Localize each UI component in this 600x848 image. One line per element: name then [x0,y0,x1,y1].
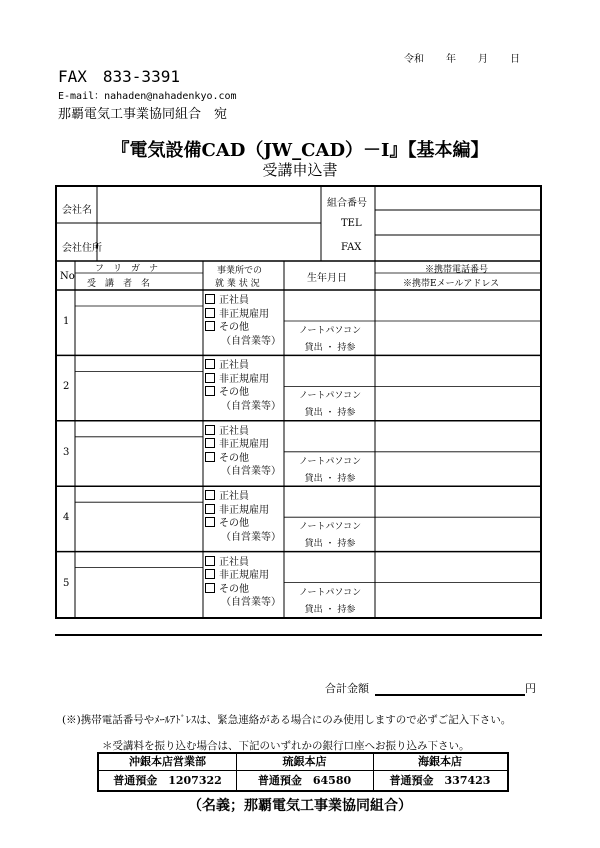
laptop-label: ノートパソコン [298,326,362,336]
member-no-label: 組合番号 [327,198,367,209]
status-option[interactable]: 非正規雇用 [205,373,281,387]
status-option[interactable]: その他 [205,321,281,335]
laptop-label: ノートパソコン [298,391,362,402]
status-note: （自営業等） [221,400,281,412]
status-option[interactable]: その他 [205,517,281,531]
row-number: 5 [63,577,70,589]
status-option[interactable]: 正社員 [205,556,281,570]
bank-name: 琉銀本店 [236,754,373,771]
note-contact-info: (※)携帯電話番号やﾒｰﾙｱﾄﾞﾚｽは、緊急連絡がある場合にのみ使用しますので必ずご記入下さい。 [62,714,512,726]
tel-label: TEL [341,218,362,229]
status-option[interactable]: その他 [205,452,281,466]
status-option[interactable]: 正社員 [205,359,281,373]
status-note: （自営業等） [221,531,281,543]
status-note: （自営業等） [221,466,281,478]
laptop-options[interactable]: 貸出 ・ 持参 [304,408,356,419]
application-form [55,185,542,619]
fax-number: FAX 833-3391 [58,67,180,86]
fax-label: FAX [341,242,362,253]
form-grid [57,187,540,617]
divider-rule [55,634,542,636]
note-bank-transfer: ＊受講料を振り込む場合は、下記のいずれかの銀行口座へお振り込み下さい。 [102,740,470,752]
status-option[interactable]: その他 [205,386,281,400]
col-birth: 生年月日 [307,273,347,284]
page-subtitle: 受講申込書 [262,161,338,179]
laptop-options[interactable]: 貸出 ・ 持参 [304,539,356,550]
total-amount [325,680,536,696]
bank-okigin [99,754,237,790]
col-furigana: フ リ ガ ナ [95,264,159,274]
laptop-options[interactable]: 貸出 ・ 持参 [304,604,356,615]
account-holder: （名義；那覇電気工事業協同組合） [188,798,412,814]
bank-name: 海銀本店 [373,754,507,771]
status-option[interactable]: 正社員 [205,294,281,308]
col-phone: ※携帯電話番号 [425,265,489,275]
status-option[interactable]: 正社員 [205,490,281,504]
email-address: E-mail：nahaden@nahadenkyo.com [58,91,237,102]
col-name: 受 講 者 名 [87,279,151,289]
month-label: 月 [478,54,488,65]
status-option[interactable]: 正社員 [205,425,281,439]
row-number: 3 [63,446,70,458]
yen-unit: 円 [525,682,536,695]
bank-kaigin [373,754,507,790]
era-label: 令和 [404,54,424,65]
date-line [404,50,520,65]
year-label: 年 [446,54,456,65]
col-status-2: 就 業 状 況 [215,279,260,289]
bank-account: 普通預金 64580 [257,774,352,787]
status-option[interactable]: 非正規雇用 [205,504,281,518]
company-address-label: 会社住所 [62,243,102,254]
addressee: 那覇電気工事業協同組合 宛 [58,107,228,122]
row-number: 1 [63,316,70,327]
bank-name: 沖銀本店営業部 [99,754,236,771]
bank-account: 普通預金 337423 [389,774,491,787]
bank-ryugin [236,754,374,790]
col-no: No [60,271,75,282]
row-number: 4 [63,512,70,524]
laptop-options[interactable]: 貸出 ・ 持参 [304,473,356,484]
company-name-label: 会社名 [62,205,92,216]
row-number: 2 [63,381,70,393]
status-option[interactable]: その他 [205,583,281,597]
status-note: （自営業等） [221,335,281,347]
col-email: ※携帯Eメールアドレス [403,279,500,289]
laptop-options[interactable]: 貸出 ・ 持参 [304,343,356,353]
status-option[interactable]: 非正規雇用 [205,438,281,452]
total-label: 合計金額 [325,682,369,695]
status-option[interactable]: 非正規雇用 [205,569,281,583]
laptop-label: ノートパソコン [298,587,362,598]
day-label: 日 [510,54,520,65]
bank-table [97,752,509,792]
bank-account: 普通預金 1207322 [113,774,222,787]
laptop-label: ノートパソコン [298,456,362,467]
total-amount-field[interactable] [375,683,525,696]
status-option[interactable]: 非正規雇用 [205,308,281,322]
page-title: 『電気設備CAD（JW_CAD）－Ⅰ』【基本編】 [111,140,489,161]
col-status-1: 事業所での [217,266,263,276]
laptop-label: ノートパソコン [298,522,362,533]
status-note: （自営業等） [221,597,281,609]
